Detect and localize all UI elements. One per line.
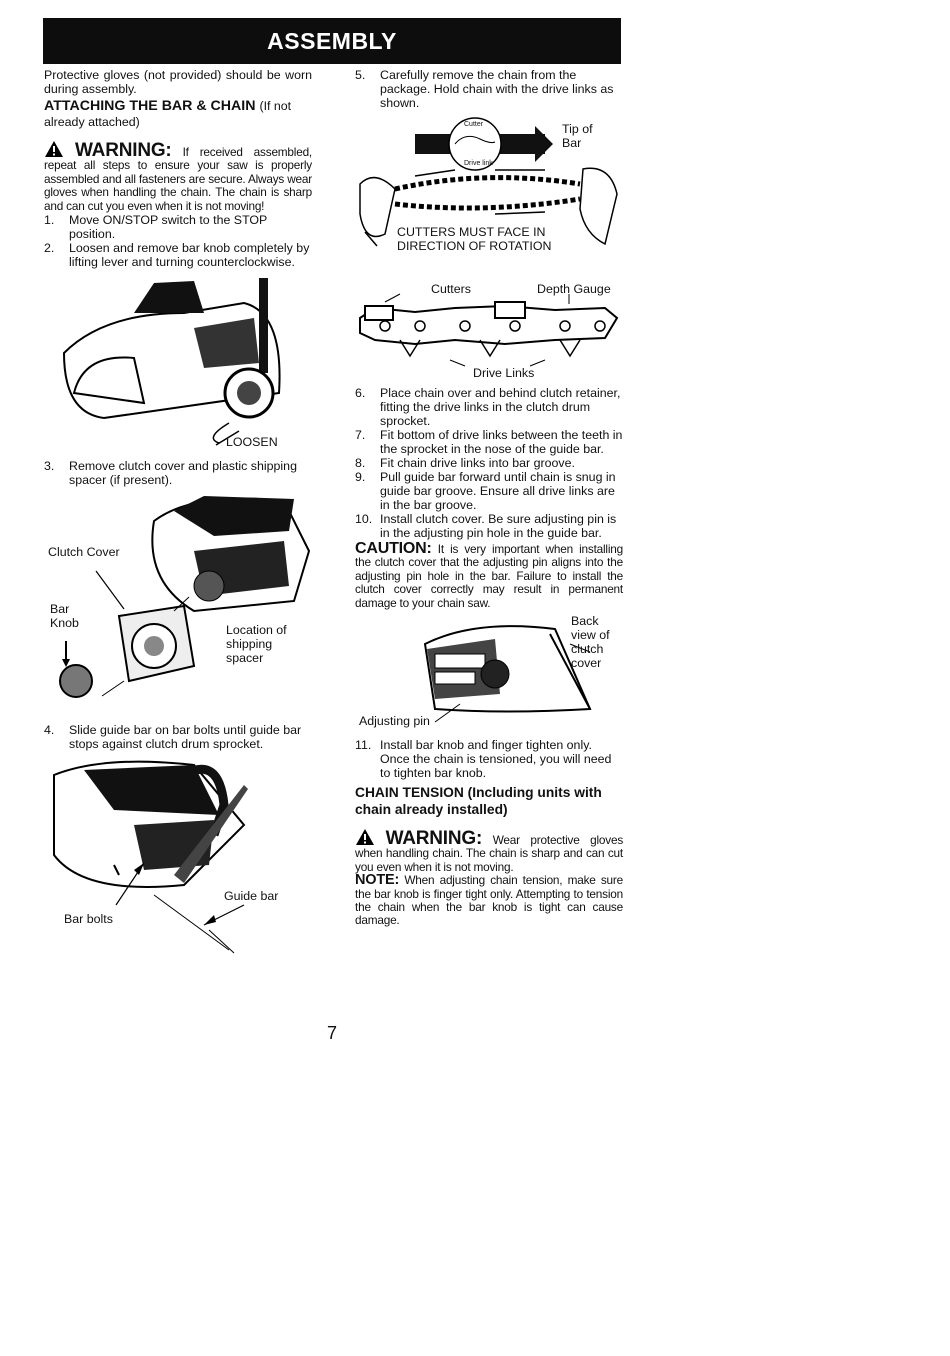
page-number: 7 bbox=[326, 1023, 337, 1043]
step-number: 2. bbox=[44, 241, 55, 256]
left-column bbox=[44, 68, 312, 959]
figure-chain-direction bbox=[355, 114, 623, 274]
warning-paragraph-2 bbox=[355, 828, 623, 874]
tip-of-bar-label: Tip of Bar bbox=[562, 122, 593, 150]
figure-chain-parts bbox=[355, 278, 623, 382]
step-9 bbox=[355, 470, 623, 512]
warning-text: Wear protective gloves when handling chain. The chain is sharp and can cut you even when it is not moving. bbox=[355, 833, 624, 874]
cutters-direction-note: CUTTERS MUST FACE IN DIRECTION OF ROTATION bbox=[397, 225, 552, 253]
attach-heading-main: ATTACHING THE BAR & CHAIN bbox=[44, 98, 256, 114]
figure-loosen-bar-knob bbox=[44, 273, 312, 453]
section-banner: ASSEMBLY bbox=[43, 18, 621, 64]
step-3 bbox=[44, 459, 312, 487]
note-paragraph bbox=[355, 874, 623, 928]
note-text: When adjusting chain tension, make sure the bar knob is finger tight only. Attempting to tension the chain when the bar knob is tight can cause damage. bbox=[355, 873, 624, 928]
step-text: Install bar knob and finger tighten only. Once the chain is tensioned, you will need to tighten bar knob. bbox=[380, 738, 612, 781]
intro-text: Protective gloves (not provided) should be worn during assembly. bbox=[44, 68, 312, 96]
loosen-label: LOOSEN bbox=[226, 435, 278, 450]
depth-gauge-label: Depth Gauge bbox=[537, 282, 611, 296]
step-number: 3. bbox=[44, 459, 55, 474]
step-number: 5. bbox=[355, 68, 366, 82]
step-1 bbox=[44, 213, 312, 241]
step-8 bbox=[355, 456, 623, 470]
step-number: 6. bbox=[355, 386, 366, 400]
warning-icon bbox=[355, 828, 375, 846]
caution-text: It is very important when installing the clutch cover that the adjusting pin aligns into the adjusting pin hole in the bar. Failure to install the clutch cover correctly may result in permanent damage to your chain saw. bbox=[355, 542, 623, 610]
step-4 bbox=[44, 723, 312, 751]
figure-clutch-cover bbox=[44, 491, 312, 719]
chainsaw-bar-knob-illustration bbox=[44, 273, 312, 453]
step-text: Fit chain drive links into bar groove. bbox=[380, 456, 575, 470]
step-text: Place chain over and behind clutch retainer, fitting the drive links in the clutch drum sprocket. bbox=[380, 386, 621, 428]
step-number: 8. bbox=[355, 456, 366, 470]
step-6 bbox=[355, 386, 623, 428]
back-view-label: Back view of clutch cover bbox=[571, 614, 610, 671]
step-text: Carefully remove the chain from the package. Hold chain with the drive links as shown. bbox=[380, 68, 614, 110]
drive-links-label: Drive Links bbox=[473, 366, 535, 380]
figure-guide-bar bbox=[44, 755, 312, 955]
note-label: NOTE: bbox=[355, 872, 400, 889]
step-number: 4. bbox=[44, 723, 55, 738]
adjusting-pin-label: Adjusting pin bbox=[359, 714, 430, 729]
step-text: Fit bottom of drive links between the teeth in the sprocket in the nose of the guide bar. bbox=[380, 428, 623, 456]
attach-heading bbox=[44, 98, 312, 130]
warning-text: If received assembled, repeat all steps to ensure your saw is properly assembled and all fasteners are secure. Always wear gloves when handling the chain. The chain is sharp and can cut you even when it is not moving! bbox=[44, 145, 313, 213]
step-number: 9. bbox=[355, 470, 366, 484]
step-text: Pull guide bar forward until chain is snug in guide bar groove. Ensure all drive links are in the bar groove. bbox=[380, 470, 616, 512]
attach-heading-suffix: (If not already attached) bbox=[44, 99, 292, 129]
caution-paragraph bbox=[355, 542, 623, 610]
step-number: 7. bbox=[355, 428, 366, 442]
step-number: 11. bbox=[355, 738, 372, 753]
step-text: Slide guide bar on bar bolts until guide bar stops against clutch drum sprocket. bbox=[69, 723, 302, 752]
step-number: 10. bbox=[355, 512, 373, 526]
bar-knob-label: Bar Knob bbox=[50, 602, 79, 631]
shipping-spacer-label: Location of shipping spacer bbox=[226, 623, 287, 666]
clutch-cover-label: Clutch Cover bbox=[48, 545, 120, 560]
drive-link-label: Drive link bbox=[464, 160, 493, 167]
warning-label: WARNING: bbox=[385, 828, 483, 850]
step-2 bbox=[44, 241, 312, 269]
step-text: Install clutch cover. Be sure adjusting pin is in the adjusting pin hole in the guide bar. bbox=[380, 512, 617, 540]
step-10 bbox=[355, 512, 623, 540]
step-text: Loosen and remove bar knob completely by lifting lever and turning counterclockwise. bbox=[69, 241, 310, 270]
step-7 bbox=[355, 428, 623, 456]
guide-bar-label: Guide bar bbox=[224, 889, 279, 904]
right-column bbox=[355, 68, 623, 928]
warning-label: WARNING: bbox=[75, 140, 172, 161]
caution-label: CAUTION: bbox=[355, 540, 432, 557]
figure-adjusting-pin bbox=[355, 614, 623, 734]
step-11 bbox=[355, 738, 623, 780]
cutters-label: Cutters bbox=[431, 282, 471, 296]
step-number: 1. bbox=[44, 213, 55, 228]
chain-tension-heading: CHAIN TENSION (Including units with chain already installed) bbox=[355, 785, 602, 818]
step-text: Remove clutch cover and plastic shipping spacer (if present). bbox=[69, 459, 297, 488]
warning-paragraph bbox=[44, 140, 312, 213]
warning-icon bbox=[44, 140, 64, 158]
cutter-label: Cutter bbox=[464, 121, 484, 128]
bar-bolts-label: Bar bolts bbox=[64, 912, 113, 927]
step-5 bbox=[355, 68, 623, 110]
step-text: Move ON/STOP switch to the STOP position. bbox=[69, 213, 268, 242]
